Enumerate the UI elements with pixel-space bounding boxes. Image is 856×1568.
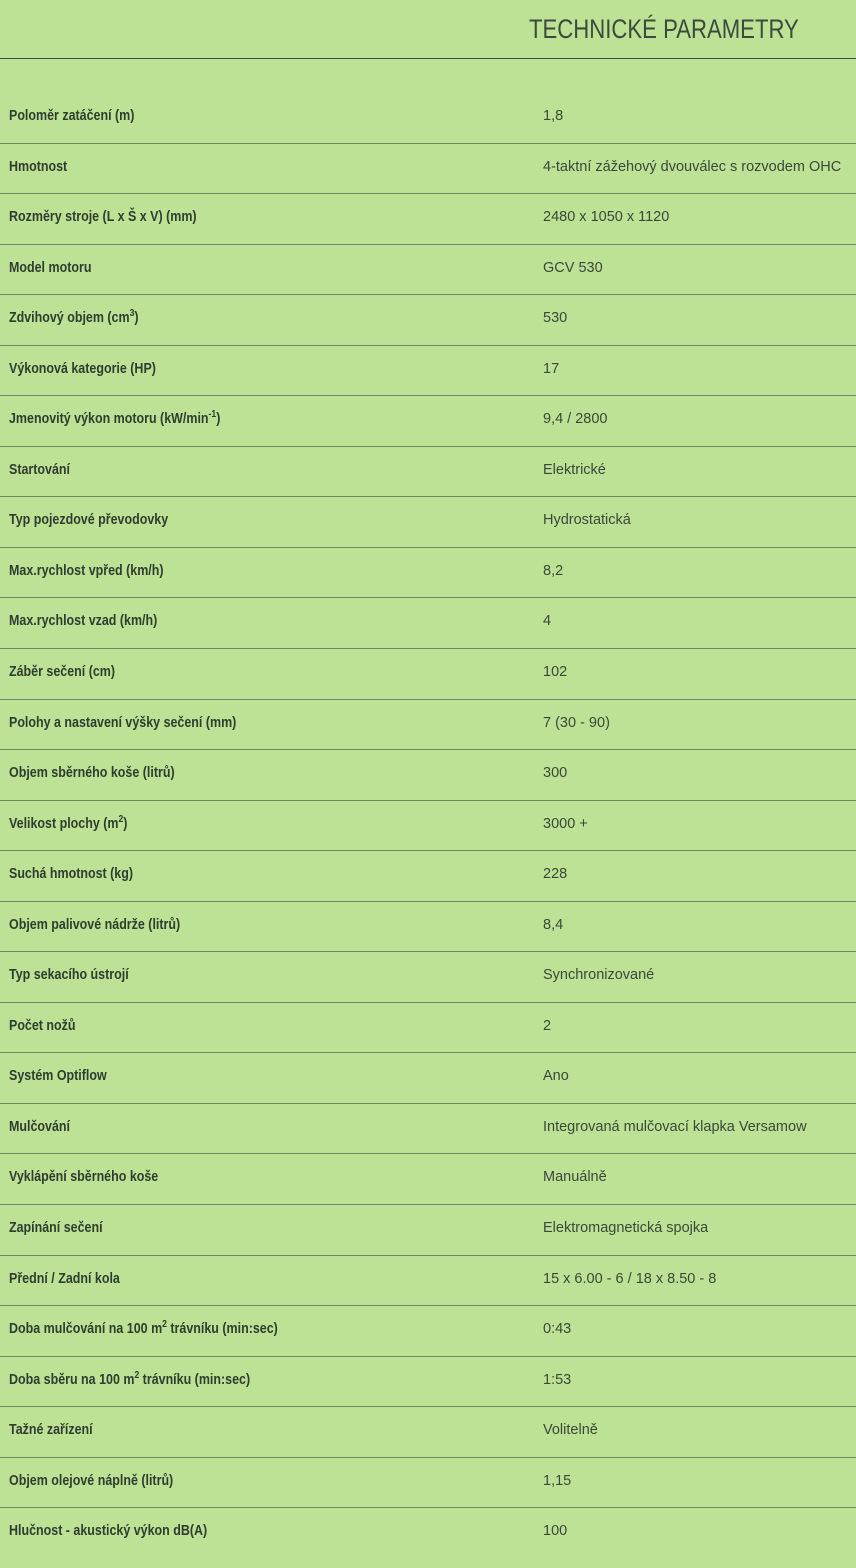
spec-value: 9,4 / 2800 (543, 411, 608, 428)
spec-label-text: Rozměry stroje (L x Š x V) (mm) (9, 209, 197, 226)
spec-label-text: Přední / Zadní kola (9, 1270, 120, 1287)
spec-label (9, 563, 164, 579)
spec-value: Elektromagnetická spojka (543, 1220, 709, 1237)
spec-label-superscript: -1 (208, 409, 217, 421)
spec-label (9, 260, 91, 276)
spec-value: Integrovaná mulčovací klapka Versamow (543, 1118, 807, 1135)
spec-label (9, 813, 128, 832)
spec-label (9, 310, 139, 326)
spec-label (9, 1321, 278, 1337)
spec-label-suffix: trávníku (min:sec) (139, 1371, 251, 1388)
spec-row (0, 245, 856, 296)
spec-label-text: Systém Optiflow (9, 1068, 107, 1085)
spec-table (0, 93, 856, 1559)
spec-label-text: Tažné zařízení (9, 1422, 93, 1439)
spec-label-text: Mulčování (9, 1118, 70, 1135)
spec-label (9, 765, 175, 781)
spec-value: 7 (30 - 90) (543, 714, 610, 731)
spec-row (0, 801, 856, 852)
spec-row (0, 1357, 856, 1408)
spec-label-suffix: trávníku (min:sec) (166, 1321, 278, 1338)
spec-value: Synchronizované (543, 967, 655, 984)
spec-label-text: Hmotnost (9, 158, 68, 175)
spec-label-text: Vyklápění sběrného koše (9, 1169, 159, 1186)
spec-value: 100 (543, 1523, 568, 1540)
spec-value: 4 (543, 613, 552, 630)
spec-label-suffix: ) (216, 411, 221, 428)
spec-label (9, 361, 156, 377)
spec-value: 8,2 (543, 562, 564, 579)
spec-row (0, 598, 856, 649)
spec-label (9, 108, 134, 124)
spec-label-text: Objem olejové náplně (litrů) (9, 1472, 174, 1489)
spec-value: 2480 x 1050 x 1120 (543, 209, 670, 226)
spec-row (0, 497, 856, 548)
spec-row (0, 902, 856, 953)
spec-row (0, 851, 856, 902)
spec-value: 1:53 (543, 1371, 572, 1388)
spec-label (9, 159, 67, 175)
spec-label-suffix: ) (134, 310, 139, 327)
spec-label-text: Zdvihový objem (cm (9, 310, 130, 327)
spec-value: GCV 530 (543, 259, 603, 276)
spec-label-text: Velikost plochy (m (9, 815, 119, 832)
spec-row (0, 952, 856, 1003)
spec-row (0, 194, 856, 245)
spec-label (9, 967, 129, 983)
spec-value: 15 x 6.00 - 6 / 18 x 8.50 - 8 (543, 1270, 717, 1287)
header-spacer (0, 59, 856, 93)
spec-value: 530 (543, 310, 568, 327)
spec-label-suffix: ) (123, 815, 128, 832)
spec-label-text: Model motoru (9, 259, 92, 276)
spec-row (0, 1205, 856, 1256)
spec-label-text: Hlučnost - akustický výkon dB(A) (9, 1523, 208, 1540)
spec-label-superscript: 3 (129, 308, 135, 320)
spec-label (9, 1369, 251, 1388)
spec-label (9, 209, 197, 225)
spec-label (9, 512, 168, 528)
spec-row (0, 700, 856, 751)
spec-row (0, 1458, 856, 1509)
spec-row (0, 1003, 856, 1054)
spec-row (0, 1306, 856, 1357)
spec-label-text: Doba sběru na 100 m (9, 1371, 135, 1388)
spec-row (0, 1256, 856, 1307)
spec-value: Elektrické (543, 461, 606, 478)
spec-label-text: Zapínání sečení (9, 1220, 103, 1237)
spec-value: Manuálně (543, 1169, 607, 1186)
spec-label (9, 1169, 158, 1185)
spec-label-text: Max.rychlost vpřed (km/h) (9, 562, 164, 579)
spec-label (9, 1068, 107, 1084)
spec-label (9, 1422, 93, 1438)
spec-value: 3000 + (543, 815, 588, 832)
spec-row (0, 346, 856, 397)
spec-label-text: Typ sekacího ústrojí (9, 967, 129, 984)
page-title: TECHNICKÉ PARAMETRY (529, 14, 799, 44)
spec-label-text: Objem palivové nádrže (litrů) (9, 916, 181, 933)
spec-row (0, 396, 856, 447)
spec-label (9, 1271, 120, 1287)
spec-value: Volitelně (543, 1422, 598, 1439)
spec-label (9, 613, 157, 629)
spec-label-text: Objem sběrného koše (litrů) (9, 765, 175, 782)
spec-label-superscript: 2 (162, 1319, 167, 1331)
spec-row (0, 1154, 856, 1205)
spec-value: Ano (543, 1068, 569, 1085)
spec-row (0, 1104, 856, 1155)
spec-label (9, 1220, 103, 1236)
spec-row (0, 649, 856, 700)
spec-label-text: Max.rychlost vzad (km/h) (9, 613, 158, 630)
spec-label-superscript: 2 (134, 1369, 140, 1381)
spec-value: 17 (543, 360, 560, 377)
spec-row (0, 548, 856, 599)
spec-label-text: Jmenovitý výkon motoru (kW/min (9, 411, 209, 428)
spec-label (9, 664, 115, 680)
spec-label (9, 1018, 76, 1034)
spec-label-text: Startování (9, 461, 70, 478)
page-header (0, 0, 856, 59)
spec-row (0, 144, 856, 195)
spec-value: 1,8 (543, 108, 564, 124)
spec-value: 4-taktní zážehový dvouválec s rozvodem OHC (543, 158, 842, 175)
spec-label (9, 411, 220, 427)
spec-row (0, 1053, 856, 1104)
spec-value: 300 (543, 765, 568, 782)
spec-label-text: Výkonová kategorie (HP) (9, 360, 156, 377)
spec-label (9, 917, 180, 933)
spec-label-text: Suchá hmotnost (kg) (9, 866, 134, 883)
spec-row (0, 750, 856, 801)
spec-row (0, 447, 856, 498)
spec-label-text: Záběr sečení (cm) (9, 664, 116, 681)
spec-row (0, 1508, 856, 1559)
spec-label (9, 1119, 70, 1135)
spec-value: 2 (543, 1017, 552, 1034)
spec-value: 228 (543, 866, 568, 883)
spec-row (0, 93, 856, 144)
spec-label-text: Typ pojezdové převodovky (9, 512, 169, 529)
spec-value: 0:43 (543, 1321, 572, 1338)
spec-row (0, 1407, 856, 1458)
spec-value: 8,4 (543, 916, 564, 933)
spec-value: 1,15 (543, 1472, 572, 1489)
spec-label (9, 462, 70, 478)
spec-label (9, 715, 236, 731)
spec-value: Hydrostatická (543, 512, 631, 529)
spec-label (9, 1473, 173, 1489)
spec-label-text: Polohy a nastavení výšky sečení (mm) (9, 714, 237, 731)
spec-label (9, 866, 133, 882)
spec-label-superscript: 2 (118, 813, 124, 825)
spec-label-text: Poloměr zatáčení (m) (9, 108, 135, 124)
spec-value: 102 (543, 664, 568, 681)
spec-label (9, 1523, 207, 1539)
spec-label-text: Počet nožů (9, 1017, 76, 1034)
spec-label-text: Doba mulčování na 100 m (9, 1321, 163, 1338)
spec-row (0, 295, 856, 346)
